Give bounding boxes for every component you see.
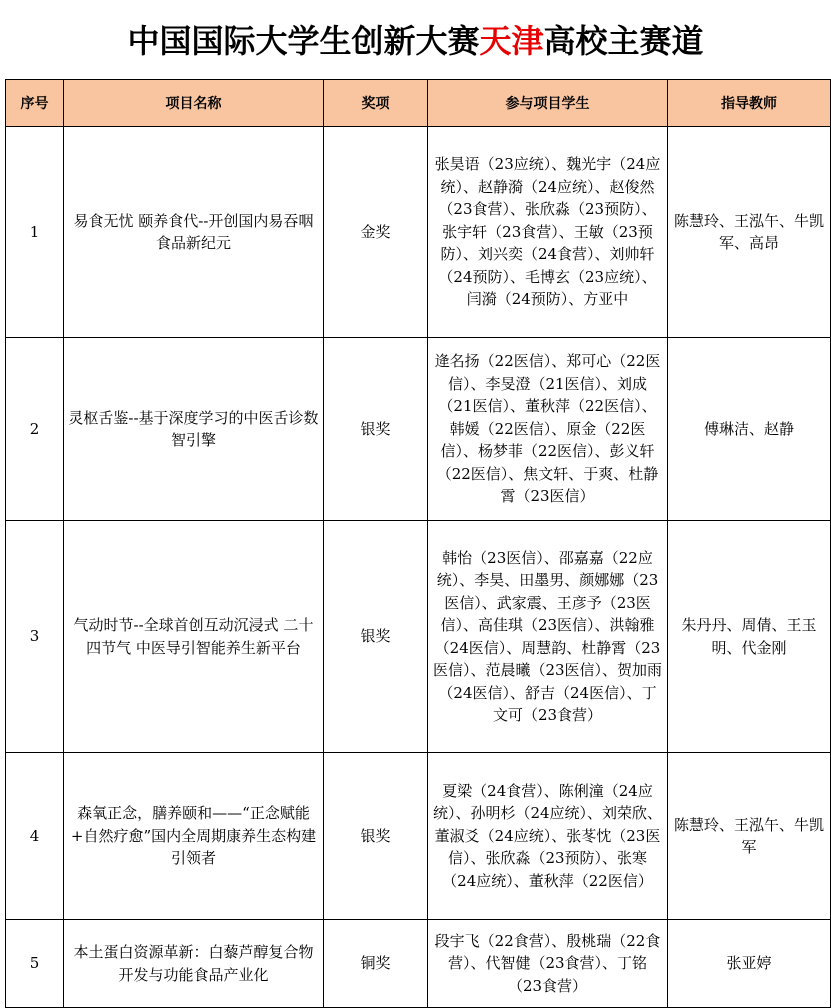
row-seq: 2 xyxy=(6,338,64,521)
title-suffix: 高校主赛道 xyxy=(543,22,704,60)
row-advisors: 张亚婷 xyxy=(668,920,831,1008)
row-project-name: 本土蛋白资源革新：白藜芦醇复合物开发与功能食品产业化 xyxy=(64,920,324,1008)
header-advisors: 指导教师 xyxy=(668,80,831,127)
row-award: 金奖 xyxy=(324,127,428,338)
title-highlight: 天津 xyxy=(479,22,544,60)
table-row xyxy=(6,753,831,920)
header-project: 项目名称 xyxy=(64,80,324,127)
row-advisors: 陈慧玲、王泓午、牛凯军 xyxy=(668,753,831,920)
awards-table xyxy=(5,79,831,1008)
table-row xyxy=(6,521,831,753)
row-seq: 4 xyxy=(6,753,64,920)
table-row xyxy=(6,338,831,521)
table-header-row xyxy=(6,80,831,127)
table-row xyxy=(6,920,831,1008)
header-seq: 序号 xyxy=(6,80,64,127)
row-advisors: 傅琳洁、赵静 xyxy=(668,338,831,521)
row-award: 银奖 xyxy=(324,338,428,521)
header-students: 参与项目学生 xyxy=(428,80,668,127)
row-seq: 3 xyxy=(6,521,64,753)
row-award: 银奖 xyxy=(324,521,428,753)
header-award: 奖项 xyxy=(324,80,428,127)
table-row xyxy=(6,127,831,338)
row-project-name: 易食无忧 颐养食代--开创国内易吞咽食品新纪元 xyxy=(64,127,324,338)
row-award: 铜奖 xyxy=(324,920,428,1008)
row-advisors: 陈慧玲、王泓午、牛凯军、高昂 xyxy=(668,127,831,338)
title-prefix: 中国国际大学生创新大赛 xyxy=(127,22,480,60)
page-title xyxy=(0,10,831,72)
row-advisors: 朱丹丹、周倩、王玉明、代金刚 xyxy=(668,521,831,753)
row-students: 夏梁（24食营）、陈俐潼（24应统）、孙明杉（24应统）、刘荣欣、董淑爻（24应统）、张苳忱（23医信）、张欣淼（23预防）、张寒（24应统）、董秋萍（22医信） xyxy=(428,753,668,920)
row-award: 银奖 xyxy=(324,753,428,920)
row-project-name: 灵枢舌鉴--基于深度学习的中医舌诊数智引擎 xyxy=(64,338,324,521)
row-students: 张昊语（23应统）、魏光宇（24应统）、赵静漪（24应统）、赵俊然（23食营）、张欣淼（23预防）、张宇轩（23食营）、王敏（23预防）、刘兴奕（24食营）、刘帅轩（24预防）、毛博玄（23应统）、闫漪（24预防）、方亚中 xyxy=(428,127,668,338)
row-students: 韩怡（23医信）、邵嘉嘉（22应统）、李昊、田墨男、颜娜娜（23医信）、武家震、王彦予（23医信）、高佳琪（23医信）、洪翰雅（24医信）、周慧韵、杜静霄（23医信）、范晨曦（23医信）、贺加雨（24医信）、舒吉（24医信）、丁文可（23食营） xyxy=(428,521,668,753)
row-students: 逄名扬（22医信）、郑可心（22医信）、李旻澄（21医信）、刘成（21医信）、董秋萍（22医信）、韩媛（22医信）、原金（22医信）、杨梦菲（22医信）、彭义轩（22医信）、焦文轩、于爽、杜静霄（23医信） xyxy=(428,338,668,521)
row-seq: 1 xyxy=(6,127,64,338)
row-project-name: 气动时节--全球首创互动沉浸式 二十四节气 中医导引智能养生新平台 xyxy=(64,521,324,753)
row-seq: 5 xyxy=(6,920,64,1008)
row-project-name: 森氧正念，膳养颐和——“正念赋能+自然疗愈”国内全周期康养生态构建引领者 xyxy=(64,753,324,920)
row-students: 段宇飞（22食营）、殷桃瑞（22食营）、代智健（23食营）、丁铭（23食营） xyxy=(428,920,668,1008)
